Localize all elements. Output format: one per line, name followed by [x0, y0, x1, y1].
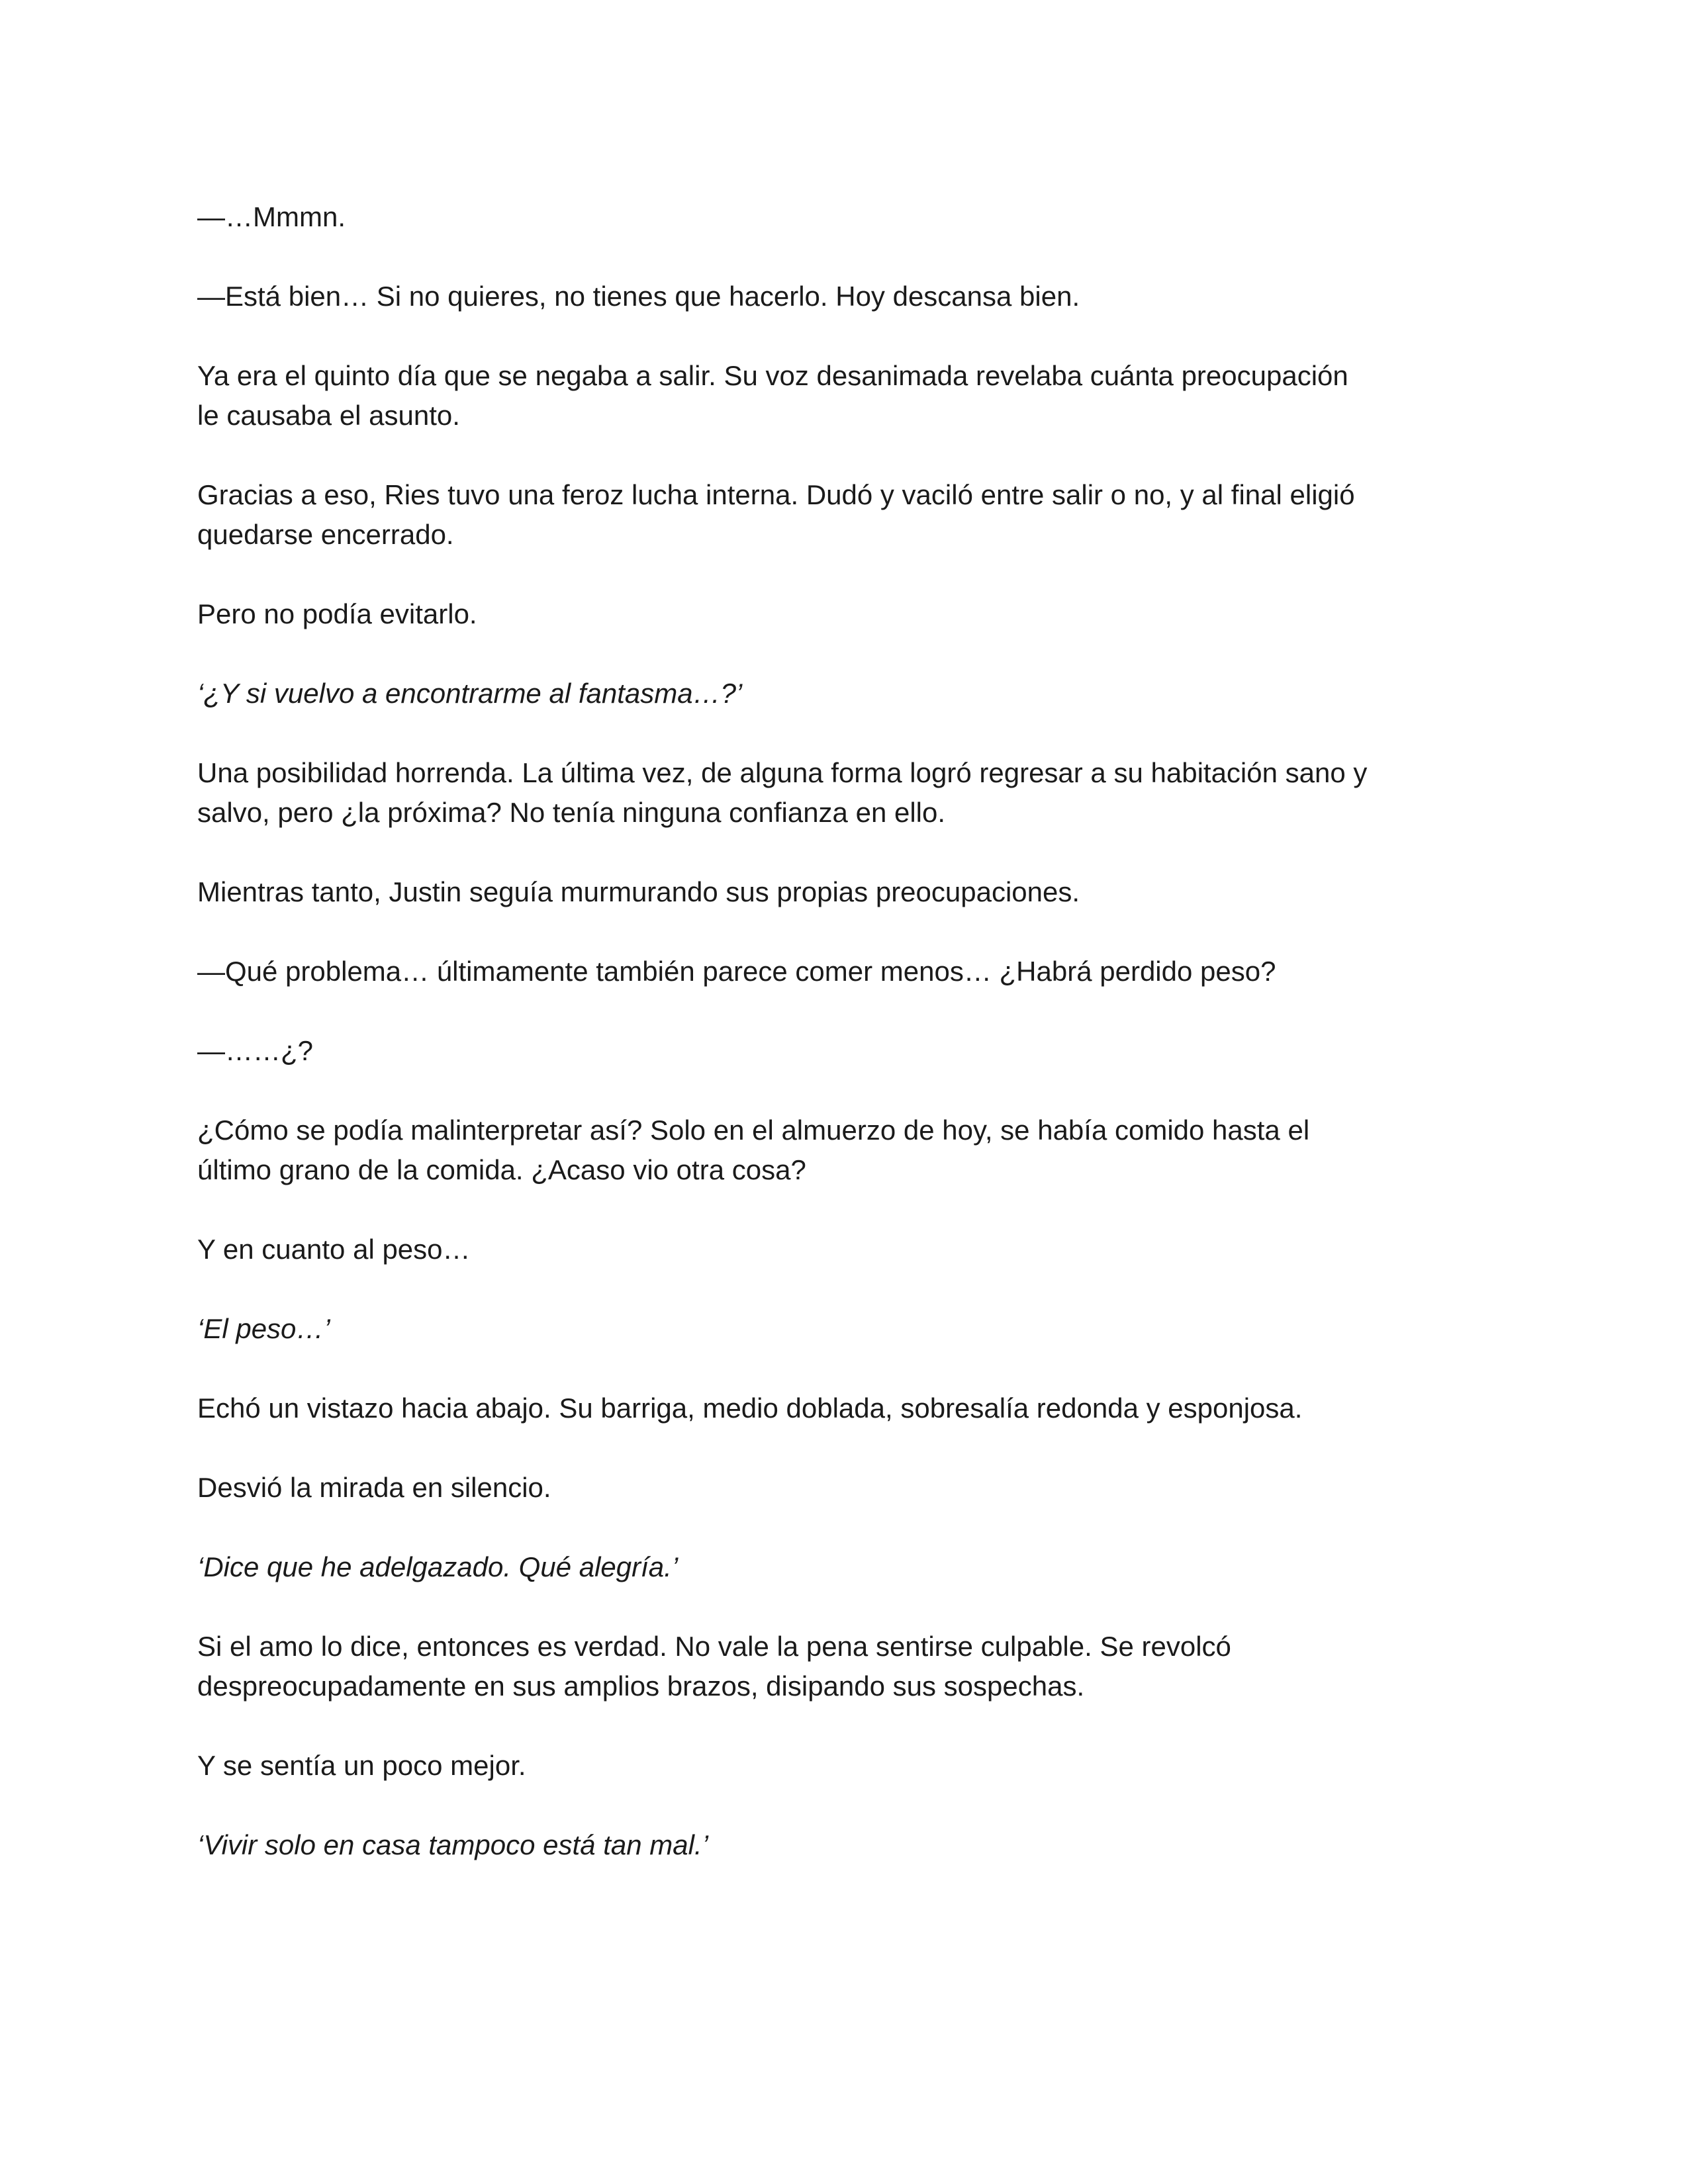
paragraph-10: —……¿? — [197, 1035, 314, 1066]
paragraph-6: ‘¿Y si vuelvo a encontrarme al fantasma…?’ — [197, 678, 743, 709]
paragraph-7: Una posibilidad horrenda. La última vez, de alguna forma logró regresar a su habitación sano y salvo, pero ¿la próxima? No tenía ninguna confianza en ello. — [197, 757, 1368, 828]
paragraph-9: —Qué problema… últimamente también parece comer menos… ¿Habrá perdido peso? — [197, 956, 1276, 987]
paragraph-1: —…Mmmn. — [197, 201, 346, 232]
paragraph-8: Mientras tanto, Justin seguía murmurando sus propias preocupaciones. — [197, 876, 1080, 907]
paragraph-19: ‘Vivir solo en casa tampoco está tan mal.’ — [197, 1829, 708, 1860]
paragraph-2: —Está bien… Si no quieres, no tienes que hacerlo. Hoy descansa bien. — [197, 281, 1080, 312]
paragraph-13: ‘El peso…’ — [197, 1313, 330, 1344]
paragraph-15: Desvió la mirada en silencio. — [197, 1472, 551, 1503]
paragraph-18: Y se sentía un poco mejor. — [197, 1750, 526, 1781]
paragraph-11: ¿Cómo se podía malinterpretar así? Solo en el almuerzo de hoy, se había comido hasta el último grano de la comida. ¿Acaso vio otra cosa? — [197, 1115, 1310, 1185]
paragraph-3: Ya era el quinto día que se negaba a salir. Su voz desanimada revelaba cuánta preocupación le causaba el asunto. — [197, 360, 1348, 431]
paragraph-5: Pero no podía evitarlo. — [197, 598, 477, 629]
paragraph-14: Echó un vistazo hacia abajo. Su barriga, medio doblada, sobresalía redonda y esponjosa. — [197, 1392, 1303, 1424]
paragraph-4: Gracias a eso, Ries tuvo una feroz lucha interna. Dudó y vaciló entre salir o no, y al final eligió quedarse encerrado. — [197, 479, 1355, 550]
paragraph-16: ‘Dice que he adelgazado. Qué alegría.’ — [197, 1551, 679, 1582]
paragraph-12: Y en cuanto al peso… — [197, 1234, 471, 1265]
paragraph-17: Si el amo lo dice, entonces es verdad. No vale la pena sentirse culpable. Se revolcó despreocupadamente en sus amplios brazos, disipando sus sospechas. — [197, 1631, 1231, 1702]
